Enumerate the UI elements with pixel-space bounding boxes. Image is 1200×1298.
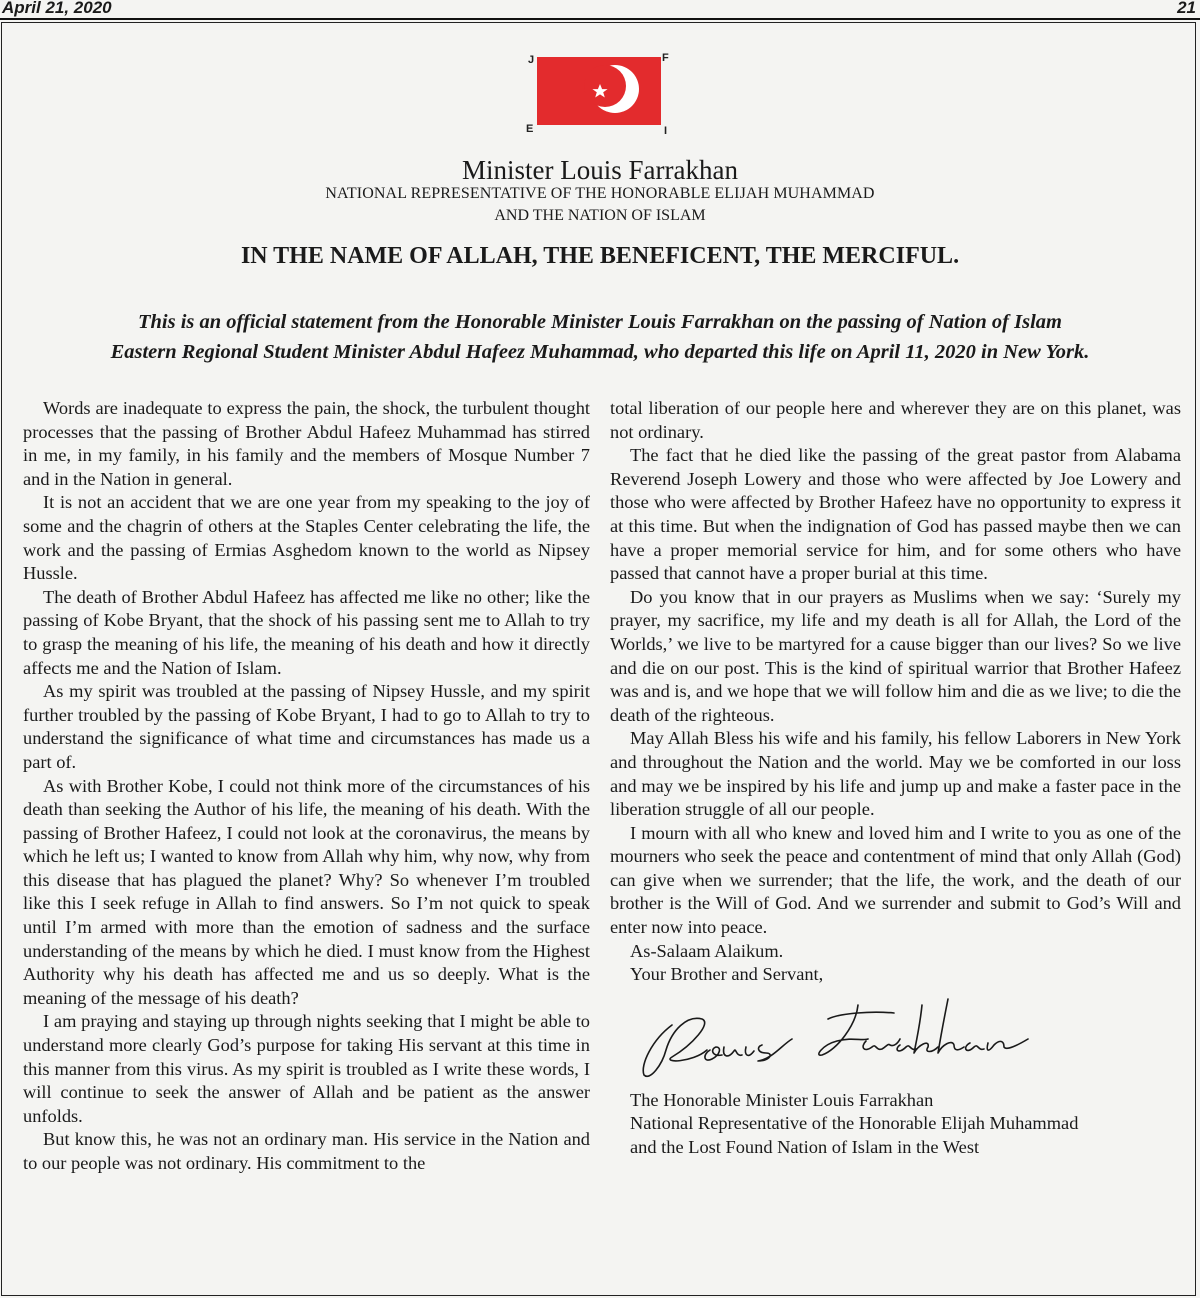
right-column: [610, 397, 1181, 1160]
page-number: 21: [1177, 0, 1196, 17]
emblem-letter-j: J: [528, 54, 535, 66]
emblem-letter-f: F: [662, 52, 669, 64]
signature-block: [610, 1089, 1181, 1160]
left-column: [23, 397, 590, 1176]
paragraph-9: Do you know that in our prayers as Muslims when we say: ‘Surely my prayer, my sacrifice, my life and my death is all for Allah, the Lord of the Worlds,’ we live to be martyred for a cause bigger than our lives? So we live and die on our post. This is the kind of spiritual warrior that Brother Hafeez was and is, and we hope that we will follow him and die as we live; to die the death of the righteous.: [610, 586, 1181, 725]
page-header: [0, 0, 1200, 18]
issue-date: April 21, 2020: [2, 0, 112, 17]
paragraph-7: But know this, he was not an ordinary man. His service in the Nation and to our people was not ordinary. His commitment to the: [23, 1129, 590, 1173]
paragraph-8: The fact that he died like the passing of the great pastor from Alabama Reverend Joseph Lowery and those who were affected by Joe Lowery and those who were affected by Brother Hafeez have no opportunity to express it at this time. But when the indignation of God has passed maybe then we can have a proper memorial service for him, and for some others who have passed that cannot have a proper burial at this time.: [610, 445, 1181, 584]
emblem-letter-i: I: [664, 125, 668, 137]
title-line-2: AND THE NATION OF ISLAM: [494, 207, 706, 224]
header-rule: [0, 18, 1200, 20]
paragraph-4: As my spirit was troubled at the passing of Nipsey Hussle, and my spirit further troubled by the passing of Kobe Bryant, I had to go to Allah to try to understand the significance of what time and circumstances has made us a part of.: [23, 681, 590, 772]
signature-role: National Representative of the Honorable Elijah Muhammad: [630, 1113, 1079, 1134]
closing-servant: Your Brother and Servant,: [630, 964, 824, 985]
signature-role-2: and the Lost Found Nation of Islam in the West: [630, 1137, 980, 1158]
intro-line-2: Eastern Regional Student Minister Abdul Hafeez Muhammad, who departed this life on April 11, 2020 in New York.: [110, 341, 1090, 363]
paragraph-1: Words are inadequate to express the pain, the shock, the turbulent thought processes that the passing of Brother Abdul Hafeez Muhammad has stirred in me, in my family, in his family and the members of Mosque Number 7 and in the Nation in general.: [23, 398, 590, 489]
intro-line-1: This is an official statement from the Honorable Minister Louis Farrakhan on the passing of Nation of Islam: [138, 311, 1062, 333]
paragraph-7-continued: total liberation of our people here and wherever they are on this planet, was not ordinary.: [610, 398, 1181, 442]
title-line-1: NATIONAL REPRESENTATIVE OF THE HONORABLE ELIJAH MUHAMMAD: [325, 185, 875, 202]
paragraph-2: It is not an accident that we are one year from my speaking to the joy of some and the chagrin of others at the Staples Center celebrating the life, the work and the passing of Ermias Asghedom known to the world as Nipsey Hussle.: [23, 492, 590, 584]
nation-of-islam-emblem: [520, 52, 680, 140]
minister-name: Minister Louis Farrakhan: [462, 155, 738, 185]
paragraph-11: I mourn with all who knew and loved him and I write to you as one of the mourners who seek the peace and contentment of mind that only Allah (God) can give when we surrender; that the life, the work, and the death of our brother is the Will of God. And we surrender and submit to God’s Will and enter now into peace.: [610, 822, 1181, 938]
intro-statement: [0, 307, 1200, 367]
paragraph-5: As with Brother Kobe, I could not think more of the circumstances of his death than seeking the Author of his life, the meaning of his death. With the passing of Brother Hafeez, I could not look at the coronavirus, the means by which he left us; I wanted to know from Allah why him, why now, why from this disease that has plagued the planet? Why? So whenever I’m troubled like this I seek refuge in Allah to find answers. So I’m not quick to speak until I’m armed with more than the emotion of sadness and the surface understanding of the means by which he died. I must know from the Highest Authority why his death has affected me and us so deeply. What is the meaning of the message of his death?: [23, 775, 590, 1008]
emblem-letter-e: E: [526, 123, 534, 135]
signature-title: The Honorable Minister Louis Farrakhan: [630, 1089, 934, 1110]
paragraph-6: I am praying and staying up through nights seeking that I might be able to understand more clearly God’s purpose for taking His servant at this time in this manner from this virus. As my spirit is troubled as I write these words, I will continue to seek the answer of Allah and be patient as the answer unfolds.: [23, 1011, 590, 1126]
handwritten-signature: [632, 995, 1032, 1085]
closing-salutation: As-Salaam Alaikum.: [630, 940, 784, 961]
paragraph-10: May Allah Bless his wife and his family, his fellow Laborers in New York and throughout the Nation and the world. May we be comforted in our loss and may we be inspired by his life and jump up and make a faster pace in the liberation struggle of all our people.: [610, 728, 1181, 820]
bismillah-heading: IN THE NAME OF ALLAH, THE BENEFICENT, THE MERCIFUL.: [240, 243, 960, 269]
crescent-star-flag-icon: [537, 57, 661, 125]
paragraph-3: The death of Brother Abdul Hafeez has affected me like no other; like the passing of Kobe Bryant, that the shock of his passing sent me to Allah to try to grasp the meaning of his life, the meaning of his death and how it directly affects me and the Nation of Islam.: [23, 586, 590, 678]
